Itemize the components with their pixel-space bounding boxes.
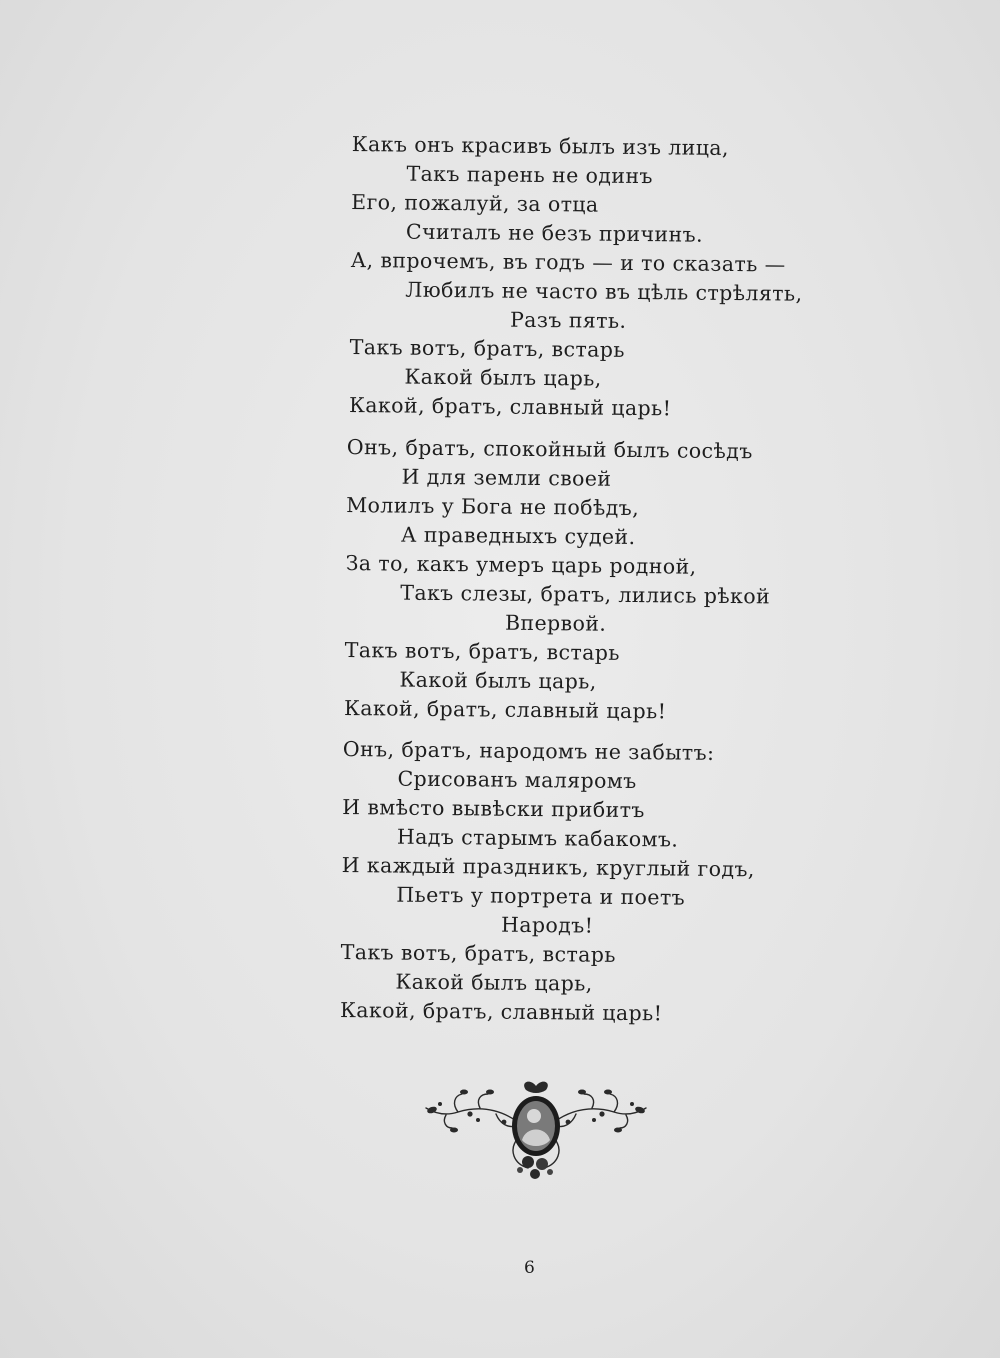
refrain-line: Какой былъ царь, [404, 364, 602, 391]
poem-line: Народъ! [500, 912, 594, 938]
poem-line: А, впрочемъ, въ годъ — и то сказать — [350, 247, 786, 277]
poem-line: И вмѣсто вывѣски прибитъ [342, 794, 645, 823]
refrain-line: Какой, братъ, славный царь! [348, 392, 672, 421]
poem-line: Срисованъ маляромъ [397, 766, 637, 794]
refrain-line: Какой, братъ, славный царь! [343, 695, 667, 724]
poem-line: За то, какъ умеръ царь родной, [345, 550, 697, 579]
page-number: 6 [524, 1258, 535, 1278]
refrain-line: Такъ вотъ, братъ, встарь [349, 334, 625, 362]
refrain-line: Какой былъ царь, [395, 969, 593, 996]
poem-line: И каждый праздникъ, круглый годъ, [341, 852, 755, 882]
poem-line: Какъ онъ красивъ былъ изъ лица, [351, 131, 730, 160]
refrain-line: Какой былъ царь, [399, 667, 597, 694]
refrain-line: Такъ вотъ, братъ, встарь [344, 637, 620, 665]
refrain-line: Какой, братъ, славный царь! [339, 997, 663, 1026]
poem-line: А праведныхъ судей. [400, 522, 636, 550]
poem-line: Считалъ не безъ причинъ. [405, 219, 704, 247]
poem-line: Молилъ у Бога не побѣдъ, [346, 492, 640, 521]
poem-stanza-1 [349, 130, 872, 425]
poem-stanza-3 [340, 735, 863, 1030]
poem-line: Пьетъ у портрета и поетъ [396, 882, 686, 910]
poem-line: Надъ старымъ кабакомъ. [396, 824, 679, 852]
poem-line: Впервой. [504, 610, 607, 636]
poem-line: И для земли своей [401, 464, 612, 491]
poem-stanza-2 [344, 433, 867, 728]
poem-line: Такъ слезы, братъ, лились рѣкой [400, 580, 771, 609]
poem-line: Разъ пять. [509, 307, 627, 333]
poem-line: Его, пожалуй, за отца [351, 189, 599, 217]
poem-line: Онъ, братъ, народомъ не забытъ: [342, 736, 715, 765]
poem-line: Онъ, братъ, спокойный былъ сосѣдъ [346, 434, 753, 464]
refrain-line: Такъ вотъ, братъ, встарь [340, 939, 616, 967]
poem-line: Такъ парень не одинъ [406, 161, 654, 189]
poem-line: Любилъ не часто въ цѣль стрѣлять, [405, 277, 803, 306]
floral-vignette-icon [418, 1078, 654, 1182]
